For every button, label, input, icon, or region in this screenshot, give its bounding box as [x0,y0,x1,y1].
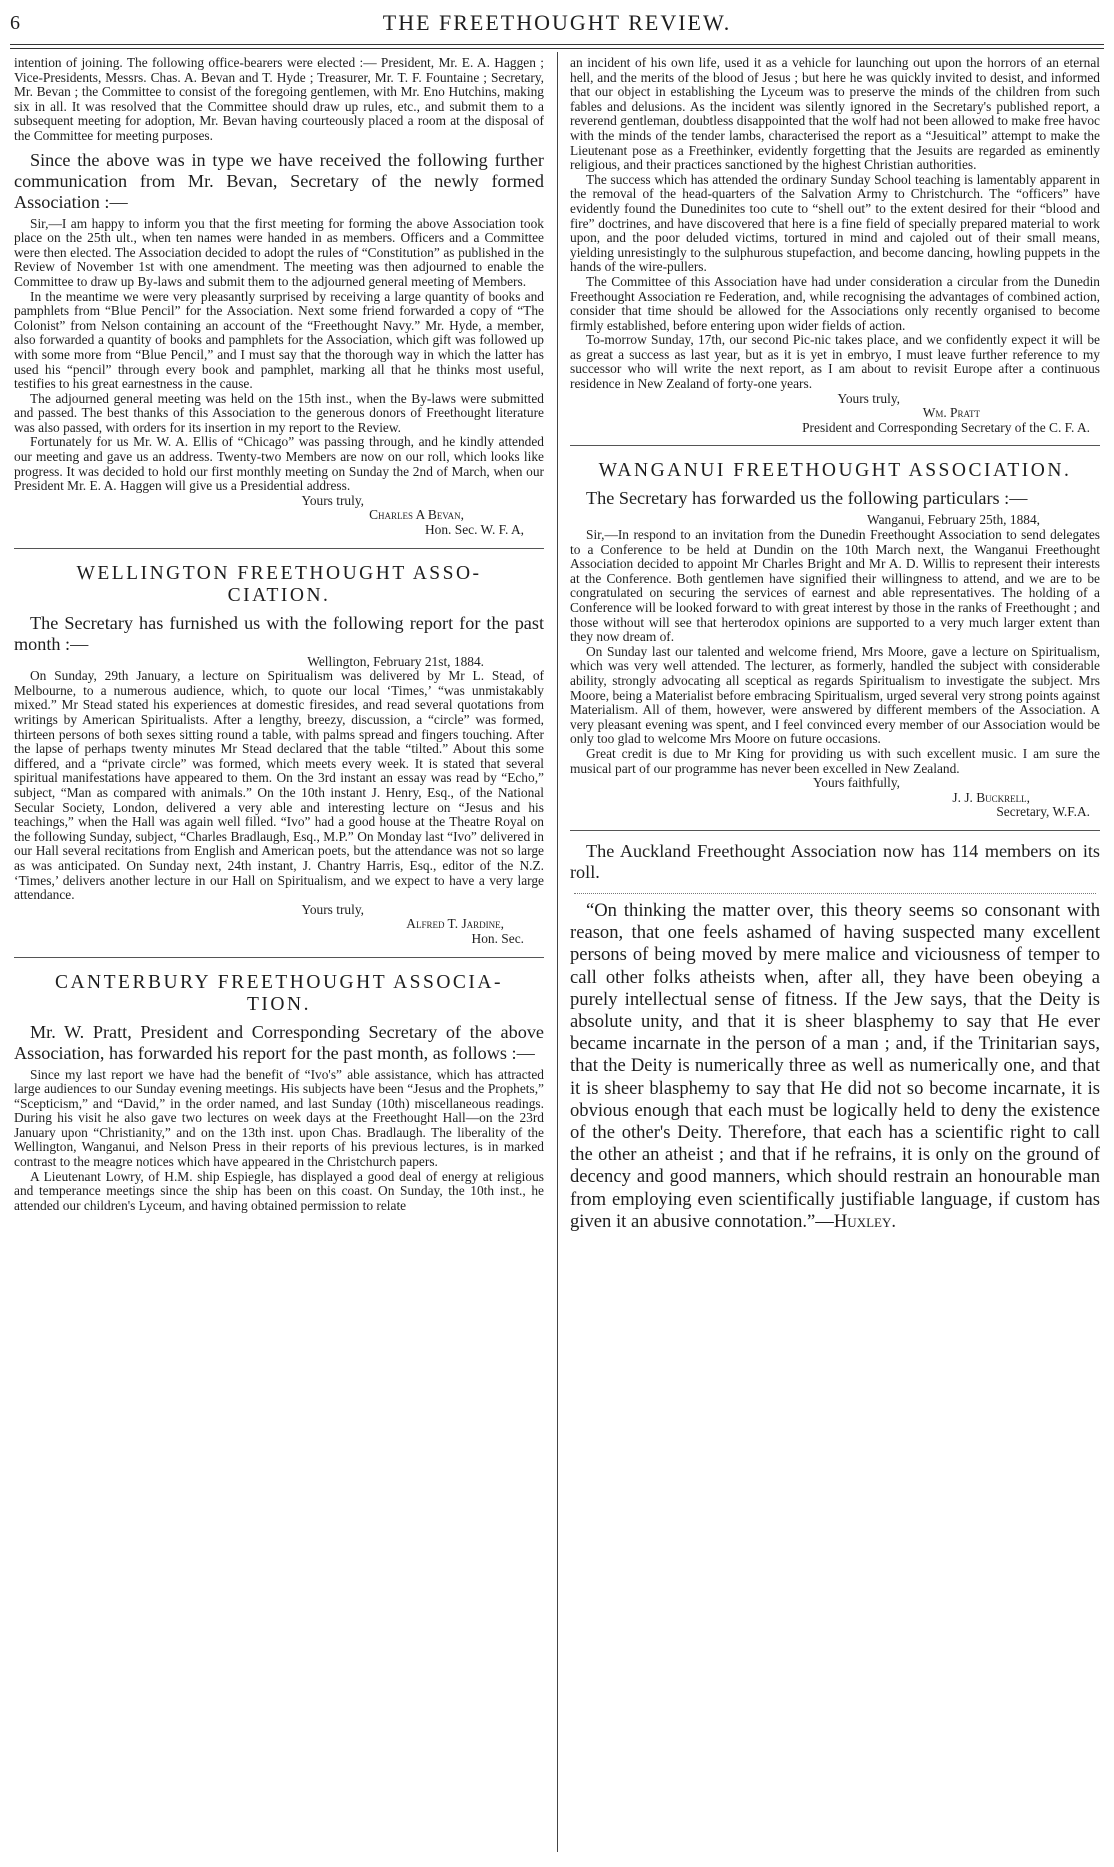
canterbury-signature: Wm. Pratt [922,405,980,421]
wanganui-signature: J. J. Buckrell, [952,789,1030,805]
wellington-signature: Alfred T. Jardine, [406,916,504,932]
bevan-close: Yours truly, [301,492,364,508]
wellington-dateline: Wellington, February 21st, 1884. [307,653,484,669]
right-column [570,56,1100,1233]
bevan-paragraph: Sir,—I am happy to inform you that the first meeting for forming the above Association took place on the 25th ult., when ten names were handed in as members. Officers and a Committee were then elected. The Association decided to adopt the rules of “Constitution” as published in the Review of November 1st with one amendment. The meeting was then adjourned to enable the Committee to draw up By-laws and submit them to the adjourned general meeting of Members. [14,215,544,289]
left-column [14,56,544,1213]
quote-author: Huxley. [833,1210,896,1232]
wanganui-title: Secretary, W.F.A. [996,804,1090,820]
bevan-intro: Since the above was in type we have received the following further communication from Mr. Bevan, Secretary of the newly formed Association :— [14,149,544,212]
wanganui-intro: The Secretary has forwarded us the following particulars :— [586,488,1028,509]
wellington-title: Hon. Sec. [471,930,524,946]
canterbury-paragraph: A Lieutenant Lowry, of H.M. ship Espiegle, has displayed a good deal of energy at religious and temperance meetings since the ship has been on this coast. On Sunday, the 10th inst., he attended our children's Lyceum, and having obtained permission to relate [14,1168,544,1213]
header-rule-bottom [10,48,1104,49]
bevan-title: Hon. Sec. W. F. A, [425,522,524,538]
section-rule [570,445,1100,446]
auckland-note: The Auckland Freethought Association now has 114 members on its roll. [570,840,1100,882]
wanganui-heading: WANGANUI FREETHOUGHT ASSOCIATION. [598,460,1072,482]
canterbury-paragraph: To-morrow Sunday, 17th, our second Pic-nic takes place, and we confidently expect it will be as great a success as last year, but as it is yet in embryo, I must leave further reference to my successor who will write the next report, as I am about to revisit Europe after a continuous residence in New Zealand of forty-one years. [570,332,1100,392]
bevan-paragraph: In the meantime we were very pleasantly surprised by receiving a large quantity of books and pamphlets from “Blue Pencil” for the Association. Next some friend forwarded a copy of “The Colonist” from Nelson containing an account of the “Freethought Navy.” Mr. Hyde, a member, also forwarded a quantity of books and pamphlets for the Association, which gift was followed up with some more from “Blue Pencil,” and I must say that the thorough way in which the latter has used his “pencil” through every book and pamphlet, marking all that he thinks most useful, testifies to his great earnestness in the cause. [14,288,544,392]
section-rule [570,830,1100,831]
quote-text: “On thinking the matter over, this theory seems so consonant with reason, that one feels ashamed of having suspected many excellent persons of being moved by mere malice and viciousness of temper to call other folks atheists when, after all, they have been obeying a purely intellectual sense of fitness. If the Jew says, that the Deity is absolute unity, and that it is sheer blasphemy to say that He ever became incarnate in the person of a man ; and, if the Trinitarian says, that the Deity is numerically three as well as numerically one, and that it is sheer blasphemy to say that He did not so become incarnate, it is obvious enough that each must be logically held to deny the existence of the other's Deity. Therefore, that each has a scientific right to call the other an atheist ; and that if he refrains, it is only on the ground of decency and good manners, which should restrain an honourable man from employing even scientifically justifiable language, if custom has given it an abusive connotation.”— [570,899,1100,1232]
wellington-close: Yours truly, [301,901,364,917]
page-header [0,0,1114,48]
canterbury-close: Yours truly, [837,390,900,406]
canterbury-paragraph: The success which has attended the ordinary Sunday School teaching is lamentably apparent in the removal of the head-quarters of the Salvation Army to Christchurch. The “officers” have evidently found the Dunedinites too cute to “shell out” to the extent desired for their “blood and fire” doctrines, and have discovered that here is a fine field of specially prepared material to work upon, and the poor deluded victims, tortured in mind and cajoled out of their small means, yielding unresistingly to the sulphurous stupefaction, and become dancing, howling puppets in the hands of the wire-pullers. [570,171,1100,275]
dotted-divider [574,893,1096,894]
bevan-signature: Charles A Bevan, [369,507,464,523]
canterbury-continued: an incident of his own life, used it as a vehicle for launching out upon the horrors of an eternal hell, and the merits of the blood of Jesus ; but here he was quickly invited to desist, and informed that our object in establishing the Lyceum was to preserve the minds of the children from such fables and delusions. As the incident was silently ignored in the Secretary's published report, a reverend gentleman, doubtless disappointed that the wolf had not been allowed to make free havoc with the minds of the tender lambs, characterised the report as a “Jesuitical” attempt to make the Lieutenant pose as a Freethinker, evidently forgetting that the Jesuits are regarded as eminently religious, and their practices sanctioned by the highest Christian authorities. [570,55,1100,173]
bevan-paragraph: Fortunately for us Mr. W. A. Ellis of “Chicago” was passing through, and he kindly attended our meeting and gave us an address. Twenty-two Members are now on our roll, which looks like progress. It was decided to hold our first monthly meeting on Sunday the 2nd of March, when our President Mr. E. A. Haggen will give us a Presidential address. [14,434,544,494]
canterbury-paragraph: The Committee of this Association have had under consideration a circular from the Dunedin Freethought Association re Federation, and, while recognising the advantages of combined action, consider that time should be allowed for the Associations only recently organised to become firmly established, before entering upon wider fields of action. [570,273,1100,333]
wellington-intro: The Secretary has furnished us with the following report for the past month :— [14,612,544,654]
section-rule [14,548,544,549]
wanganui-paragraph: Sir,—In respond to an invitation from the Dunedin Freethought Association to send delegates to a Conference to be held at Dundin on the 10th March next, the Wanganui Freethought Association decided to appoint Mr Charles Bright and Mr A. D. Willis to represent their interests at the Conference. Both gentlemen have signified their willingness to attend, and we are to be congratulated on securing the services of earnest and able representatives. The holding of a Conference will be looked forward to with great interest by those in the ranks of Freethought ; and those without will see that herterodox opinions are supported to a very much larger extent than they now dream of. [570,527,1100,645]
wellington-heading: WELLINGTON FREETHOUGHT ASSO- CIATION. [76,562,482,606]
wanganui-dateline: Wanganui, February 25th, 1884, [867,512,1040,528]
canterbury-intro: Mr. W. Pratt, President and Corresponding Secretary of the above Association, has forwarded his report for the past month, as follows :— [14,1021,544,1063]
canterbury-heading: CANTERBURY FREETHOUGHT ASSOCIA- TION. [54,971,504,1015]
canterbury-paragraph: Since my last report we have had the benefit of “Ivo's” able assistance, which has attracted large audiences to our Sunday evening meetings. His subjects have been “Jesus and the Prophets,” “Scepticism,” and “David,” in the order named, and last Sunday (10th) miscellaneous readings. During his visit he also gave two lectures on week days at the Freethought Hall—on the 23rd January upon “Christianity,” and on the 13th inst. upon Chas. Bradlaugh. The liberality of the Wellington, Wanganui, and Nelson Press in their reports of his previous lectures, is in marked contrast to the meagre notices which have appeared in the Christchurch papers. [14,1066,544,1170]
huxley-quote [570,900,1100,1233]
bevan-paragraph: The adjourned general meeting was held on the 15th inst., when the By-laws were submitted and passed. The best thanks of this Association to the generous donors of Freethought literature was also passed, with orders for its insertion in my report to the Review. [14,390,544,435]
running-title: THE FREETHOUGHT REVIEW. [382,10,732,35]
wellington-report: On Sunday, 29th January, a lecture on Spiritualism was delivered by Mr L. Stead, of Melbourne, to a numerous audience, which, to quote our local ‘Times,’ “was unmistakably mixed.” Mr Stead stated his experiences at domestic firesides, and read several quotations from writings by American Spiritualists. After a lengthy, breezy, discussion, a “circle” was formed, thirteen persons of both sexes sitting round a table, with palms spread and fingers touching. After the lapse of perhaps twenty minutes Mr Stead declared that the table “tilted.” About this some differed, and a “private circle” was formed, which meets every week. It is stated that several spiritual manifestations have appeared to them. On the 3rd instant an essay was read by “Echo,” subject, “Man as compared with animals.” On the 10th instant J. Henry, Esq., of the National Secular Society, London, delivered a very able and interesting lecture on “Jesus and his teachings,” when the Hall was again well filled. “Ivo” had a good house at the Theatre Royal on the following Sunday, subject, “Charles Bradlaugh, Esq., M.P.” On Monday last “Ivo” delivered in our Hall several recitations from English and American poets, but the attendance was not so large as was anticipated. On Sunday next, 24th instant, J. Chantry Harris, Esq., editor of the N.Z. ‘Times,’ delivers another lecture in our Hall on Spiritualism, and we expect to have a very large attendance. [14,668,544,903]
canterbury-title: President and Corresponding Secretary of the C. F. A. [802,419,1090,435]
header-rule-top [10,44,1104,45]
wanganui-close: Yours faithfully, [812,775,900,791]
section-rule [14,957,544,958]
wanganui-paragraph: On Sunday last our talented and welcome friend, Mrs Moore, gave a lecture on Spiritualism, which was very well attended. The lecturer, as formerly, handled the subject with considerable ability, strongly advocating all sceptical as regards Spiritualism to investigate the subject. Mrs Moore, being a Materialist before embracing Spiritualism, urged several very strong points against Materialism. All of them, however, were answered by different members of the Association. A very pleasant evening was spent, and I feel convinced every member of our Association would be only too glad to welcome Mrs Moore on future occasions. [570,643,1100,747]
page-number: 6 [10,12,20,34]
nelson-report-end: intention of joining. The following office-bearers were elected :— President, Mr. E. A. Haggen ; Vice-Presidents, Messrs. Chas. A. Bevan and T. Hyde ; Treasurer, Mr. T. F. Fountaine ; Secretary, Mr. Bevan ; the Committee to consist of the foregoing gentlemen, with Mr. Eno Hutchins, making six in all. It was resolved that the Committee should draw up rules, etc., and submit them to a subsequent meeting for adoption, Mr. Bevan having courteously placed a room at the disposal of the Committee for meeting purposes. [14,55,544,143]
wanganui-paragraph: Great credit is due to Mr King for providing us with such excellent music. I am sure the musical part of our programme has never been excelled in New Zealand. [570,745,1100,776]
column-separator [557,52,558,1852]
